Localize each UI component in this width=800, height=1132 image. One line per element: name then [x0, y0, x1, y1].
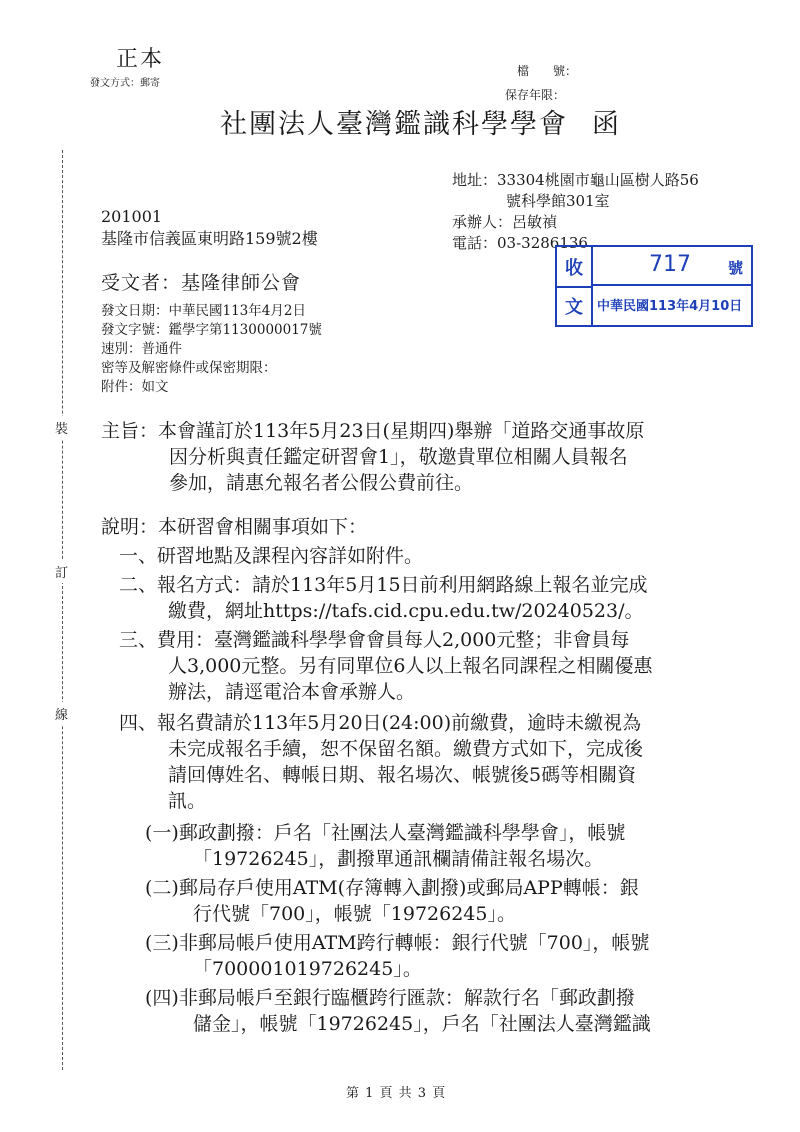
document-number: 發文字號：鑑學字第1130000017號 [101, 322, 322, 338]
binding-char-3: 線 [55, 702, 68, 725]
explanation-item-4 [119, 710, 643, 814]
payment-option-1 [145, 820, 625, 872]
subject-line: 主旨：本會謹訂於113年5月23日(星期四)舉辦「道路交通事故原 [101, 420, 645, 442]
recipient-address: 基隆市信義區東明路159號2樓 [101, 229, 318, 248]
sender-info [452, 170, 699, 254]
option-line: 行代號「700」，帳號「19726245」。 [193, 903, 516, 925]
item-line: 未完成報名手續，恕不保留名額。繳費方式如下，完成後 [168, 738, 644, 760]
option-line: 儲金」，帳號「19726245」，戶名「社團法人臺灣鑑識 [193, 1013, 651, 1035]
item-line: 請回傳姓名、轉帳日期、報名場次、帳號後5碼等相關資 [168, 764, 637, 786]
stamp-number-suffix: 號 [727, 259, 743, 277]
subject-line: 因分析與責任鑑定研習會1」，敬邀貴單位相關人員報名 [169, 446, 628, 468]
title-org: 社團法人臺灣鑑識科學學會 [220, 109, 568, 140]
speed-class: 速別：普通件 [101, 341, 182, 357]
item-line: 一、研習地點及課程內容詳如附件。 [119, 545, 424, 567]
page-number: 第 1 頁 共 3 頁 [346, 1086, 447, 1101]
item-line: 辦法，請逕電洽本會承辦人。 [168, 681, 416, 703]
option-line: 「19726245」，劃撥單通訊欄請備註報名場次。 [193, 848, 604, 870]
title-suffix: 函 [592, 109, 621, 140]
subject-section [101, 418, 644, 496]
option-line: (一)郵政劃撥：戶名「社團法人臺灣鑑識科學學會」，帳號 [145, 822, 626, 844]
document-meta [101, 302, 322, 397]
attachment-note: 附件：如文 [101, 379, 169, 395]
payment-option-2 [145, 875, 639, 927]
explanation-heading: 說明：本研習會相關事項如下： [101, 516, 368, 538]
explanation-item-3 [119, 627, 652, 705]
sender-contact: 承辦人：呂敏禎 [452, 213, 558, 231]
sender-address-line1: 地址：33304桃園市龜山區樹人路56 [452, 171, 699, 189]
send-method: 發文方式：郵寄 [90, 78, 160, 89]
payment-option-3 [145, 930, 649, 982]
file-number-label: 檔 號： [517, 64, 578, 78]
issue-date: 發文日期：中華民國113年4月2日 [101, 303, 306, 319]
receipt-stamp [555, 245, 753, 327]
item-line: 二、報名方式：請於113年5月15日前利用網路線上報名並完成 [119, 574, 648, 596]
option-line: (四)非郵局帳戶至銀行臨櫃跨行匯款：解款行名「郵政劃撥 [145, 987, 635, 1009]
option-line: (二)郵局存戶使用ATM(存簿轉入劃撥)或郵局APP轉帳：銀 [145, 877, 639, 899]
payment-option-4 [145, 985, 651, 1037]
sender-phone: 電話：03-3286136 [452, 234, 588, 252]
sender-address-line2: 號科學館301室 [506, 192, 610, 210]
item-line: 三、費用：臺灣鑑識科學學會會員每人2,000元整；非會員每 [119, 629, 630, 651]
binding-cut-line [62, 150, 63, 1070]
document-title [220, 102, 621, 141]
secrecy-class: 密等及解密條件或保密期限： [101, 360, 277, 376]
stamp-label-document: 文 [557, 286, 593, 325]
binding-char-2: 訂 [55, 560, 68, 583]
item-line: 繳費，網址https://tafs.cid.cpu.edu.tw/20240523/。 [168, 600, 644, 622]
subject-line: 參加，請惠允報名者公假公費前往。 [169, 472, 474, 494]
stamp-receipt-date: 中華民國113年4月10日 [597, 299, 743, 314]
stamp-label-receive: 收 [557, 247, 593, 288]
option-line: 「700001019726245」。 [193, 958, 422, 980]
copy-mark: 正本 [116, 47, 165, 72]
retention-period-label: 保存年限： [505, 88, 566, 102]
recipient-postcode: 201001 [101, 207, 163, 226]
explanation-item-1 [119, 543, 423, 569]
option-line: (三)非郵局帳戶使用ATM跨行轉帳：銀行代號「700」，帳號 [145, 932, 650, 954]
binding-char-1: 裝 [55, 416, 68, 439]
recipient-address-block [101, 206, 318, 250]
recipient-name: 受文者：基隆律師公會 [101, 272, 302, 294]
item-line: 人3,000元整。另有同單位6人以上報名同課程之相關優惠 [168, 655, 653, 677]
item-line: 訊。 [168, 790, 207, 812]
explanation-item-2 [119, 572, 648, 624]
stamp-divider [591, 284, 751, 286]
stamp-receipt-number: 717 [649, 252, 691, 277]
item-line: 四、報名費請於113年5月20日(24:00)前繳費，逾時未繳視為 [119, 712, 642, 734]
